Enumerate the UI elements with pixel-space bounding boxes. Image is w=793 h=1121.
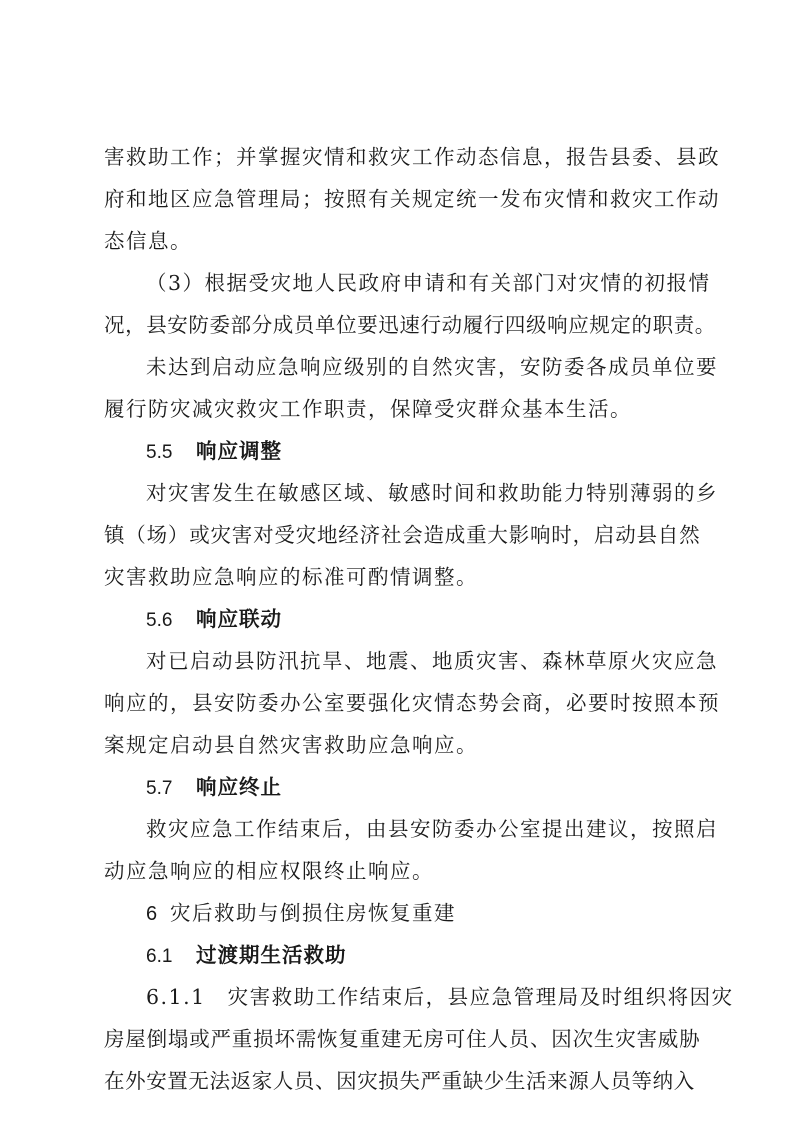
text-line: （3）根据受灾地人民政府申请和有关部门对灾情的初报情 (146, 271, 711, 295)
text-line: 害救助工作；并掌握灾情和救灾工作动态信息，报告县委、县政 (104, 145, 720, 169)
section-heading-6-1 (146, 940, 347, 972)
text-line: 履行防灾减灾救灾工作职责，保障受灾群众基本生活。 (104, 397, 632, 421)
text-line: 在外安置无法返家人员、因灾损失严重缺少生活来源人员等纳入 (104, 1069, 695, 1093)
text-line: 对灾害发生在敏感区域、敏感时间和救助能力特别薄弱的乡 (146, 481, 718, 505)
text-line: 动应急响应的相应权限终止响应。 (104, 859, 434, 883)
text-line: 镇（场）或灾害对受灾地经济社会造成重大影响时，启动县自然 (104, 523, 701, 547)
section-title: 响应联动 (196, 607, 282, 631)
section-title: 响应终止 (196, 775, 282, 799)
chapter-heading-6 (146, 898, 456, 929)
section-number: 5.7 (146, 778, 173, 799)
text-line: 灾害救助应急响应的标准可酌情调整。 (104, 565, 478, 589)
section-heading-5-7 (146, 772, 282, 804)
text-line: 房屋倒塌或严重损坏需恢复重建无房可住人员、因次生灾害威胁 (104, 1027, 701, 1051)
text-line: 救灾应急工作结束后，由县安防委办公室提出建议，按照启 (146, 817, 718, 841)
section-title: 灾后救助与倒损住房恢复重建 (170, 901, 456, 925)
section-number: 5.6 (146, 610, 173, 631)
text-line: 响应的，县安防委办公室要强化灾情态势会商，必要时按照本预 (104, 691, 720, 715)
text-line: 6.1.1 灾害救助工作结束后，县应急管理局及时组织将因灾 (146, 985, 734, 1009)
text-line: 况，县安防委部分成员单位要迅速行动履行四级响应规定的职责。 (104, 313, 716, 337)
section-title: 过渡期生活救助 (196, 943, 347, 967)
text-line: 未达到启动应急响应级别的自然灾害，安防委各成员单位要 (146, 355, 718, 379)
section-heading-5-5 (146, 436, 282, 468)
section-heading-5-6 (146, 604, 282, 636)
text-line: 对已启动县防汛抗旱、地震、地质灾害、森林草原火灾应急 (146, 649, 718, 673)
section-number: 5.5 (146, 442, 173, 463)
section-title: 响应调整 (196, 439, 282, 463)
text-line: 府和地区应急管理局；按照有关规定统一发布灾情和救灾工作动 (104, 187, 720, 211)
text-line: 态信息。 (104, 229, 192, 253)
text-line: 案规定启动县自然灾害救助应急响应。 (104, 733, 478, 757)
section-number: 6 (146, 903, 158, 925)
section-number: 6.1 (146, 946, 173, 967)
